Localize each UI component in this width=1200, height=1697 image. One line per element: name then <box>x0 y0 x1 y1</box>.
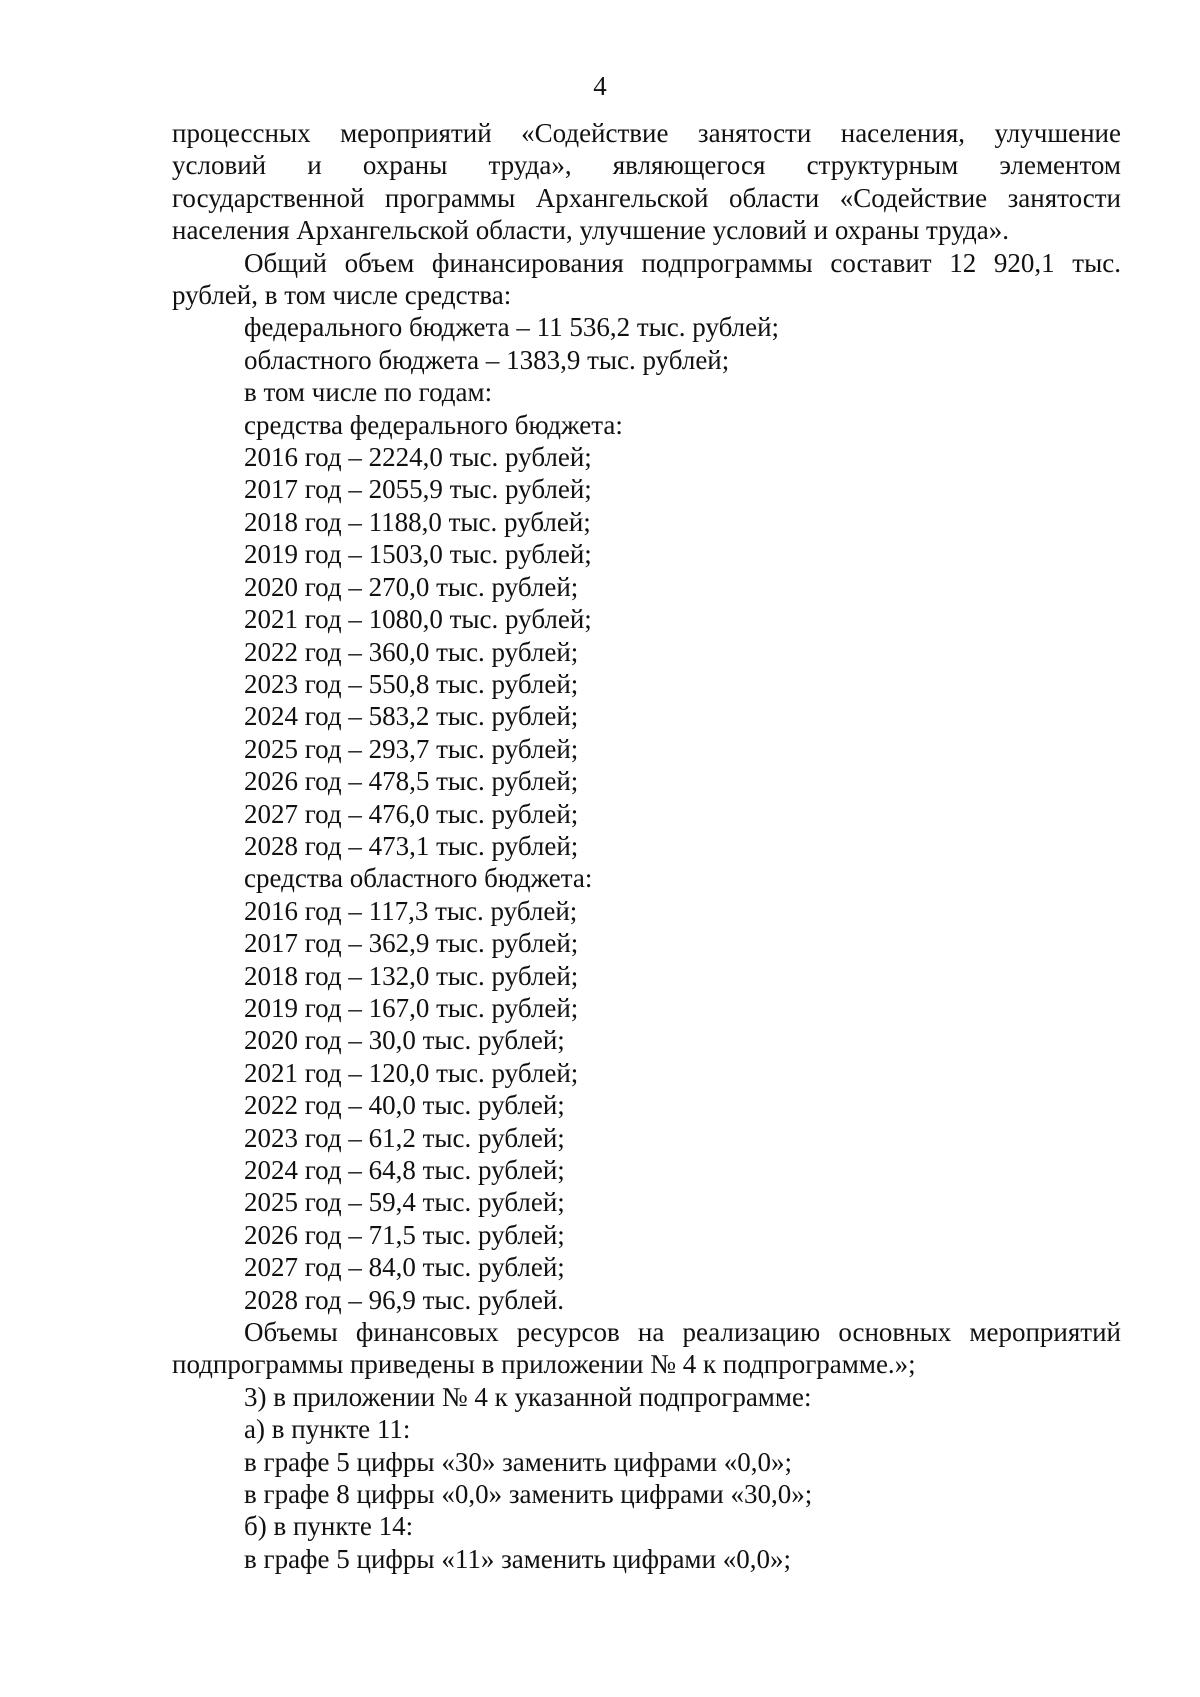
federal-year-item: 2021 год – 1080,0 тыс. рублей; <box>244 604 592 635</box>
regional-budget-total: областного бюджета – 1383,9 тыс. рублей; <box>244 344 730 375</box>
intro-paragraph <box>172 117 1121 247</box>
total-financing-paragraph <box>172 247 1121 312</box>
regional-year-item: 2018 год – 132,0 тыс. рублей; <box>244 960 579 991</box>
regional-heading: средства областного бюджета: <box>244 863 593 894</box>
federal-year-item: 2024 год – 583,2 тыс. рублей; <box>244 701 579 732</box>
federal-year-item: 2027 год – 476,0 тыс. рублей; <box>244 798 579 829</box>
regional-year-item: 2024 год – 64,8 тыс. рублей; <box>244 1155 565 1185</box>
total-financing-line: Общий объем финансирования подпрограммы составит 12 920,1 тыс. <box>244 247 1121 278</box>
regional-year-item: 2017 год – 362,9 тыс. рублей; <box>244 928 579 959</box>
total-financing-line: рублей, в том числе средства: <box>172 280 512 311</box>
federal-budget-total: федерального бюджета – 11 536,2 тыс. рублей; <box>244 312 780 343</box>
federal-year-item: 2020 год – 270,0 тыс. рублей; <box>244 571 579 602</box>
intro-line: населения Архангельской области, улучшение условий и охраны труда». <box>172 215 1010 246</box>
intro-line: процессных мероприятий «Содействие занятости населения, улучшение <box>172 118 1121 148</box>
regional-year-item: 2027 год – 84,0 тыс. рублей; <box>244 1252 565 1283</box>
federal-year-item: 2026 год – 478,5 тыс. рублей; <box>244 766 579 797</box>
federal-year-item: 2028 год – 473,1 тыс. рублей; <box>244 830 579 861</box>
volumes-line: Объемы финансовых ресурсов на реализацию основных мероприятий <box>244 1317 1121 1348</box>
regional-year-item: 2022 год – 40,0 тыс. рублей; <box>244 1090 565 1121</box>
federal-year-item: 2016 год – 2224,0 тыс. рублей; <box>244 442 592 473</box>
federal-year-item: 2022 год – 360,0 тыс. рублей; <box>244 636 579 667</box>
federal-year-item: 2018 год – 1188,0 тыс. рублей; <box>244 506 591 537</box>
volumes-line: подпрограммы приведены в приложении № 4 к подпрограмме.»; <box>172 1349 916 1380</box>
intro-line: условий и охраны труда», являющегося структурным элементом <box>172 150 1121 181</box>
regional-year-item: 2023 год – 61,2 тыс. рублей; <box>244 1122 565 1153</box>
volumes-paragraph <box>172 1316 1121 1381</box>
regional-year-item: 2028 год – 96,9 тыс. рублей. <box>244 1284 565 1315</box>
amendment-item: в графе 5 цифры «11» заменить цифрами «0,0»; <box>244 1543 791 1574</box>
federal-year-item: 2025 год – 293,7 тыс. рублей; <box>244 733 579 764</box>
regional-year-item: 2019 год – 167,0 тыс. рублей; <box>244 992 579 1023</box>
amendment-item: в графе 8 цифры «0,0» заменить цифрами «30,0»; <box>244 1479 813 1510</box>
page-number: 4 <box>593 71 607 101</box>
federal-year-item: 2023 год – 550,8 тыс. рублей; <box>244 668 579 699</box>
regional-year-item: 2025 год – 59,4 тыс. рублей; <box>244 1187 565 1218</box>
amendment-item: а) в пункте 11: <box>244 1414 411 1445</box>
federal-heading: средства федерального бюджета: <box>244 409 623 440</box>
amendment-item: б) в пункте 14: <box>244 1511 414 1542</box>
intro-line: государственной программы Архангельской области «Содействие занятости <box>172 182 1121 213</box>
regional-year-item: 2026 год – 71,5 тыс. рублей; <box>244 1219 565 1250</box>
regional-year-item: 2016 год – 117,3 тыс. рублей; <box>244 895 578 926</box>
federal-year-item: 2017 год – 2055,9 тыс. рублей; <box>244 474 592 505</box>
document-body <box>172 117 1121 1575</box>
regional-year-item: 2021 год – 120,0 тыс. рублей; <box>244 1057 579 1088</box>
regional-year-item: 2020 год – 30,0 тыс. рублей; <box>244 1025 565 1056</box>
amendment-item: 3) в приложении № 4 к указанной подпрограмме: <box>244 1381 812 1412</box>
by-years-label: в том числе по годам: <box>244 377 493 408</box>
amendment-item: в графе 5 цифры «30» заменить цифрами «0,0»; <box>244 1446 792 1477</box>
federal-year-item: 2019 год – 1503,0 тыс. рублей; <box>244 539 592 570</box>
